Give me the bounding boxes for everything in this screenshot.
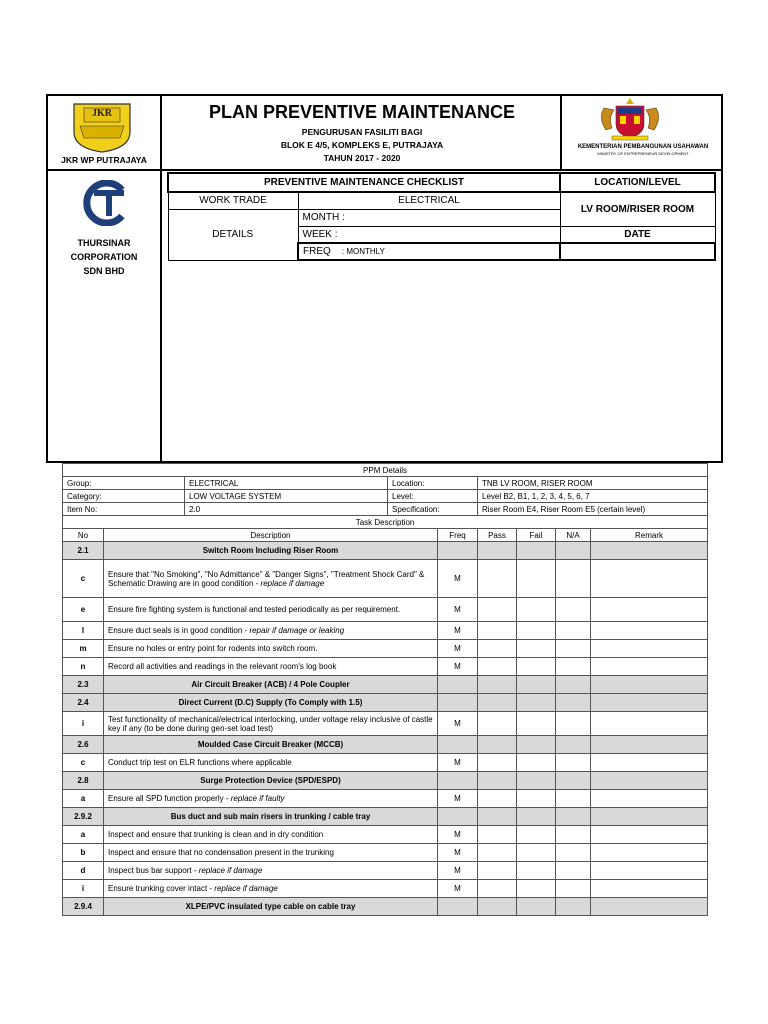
fail-cell[interactable] [517,560,556,598]
fail-cell [517,808,556,826]
remark-cell [591,808,708,826]
pass-cell[interactable] [478,826,517,844]
task-no: 2.6 [63,736,104,754]
task-no: i [63,712,104,736]
task-description-text: Ensure fire fighting system is functional and tested periodically as per requirement. [108,605,401,614]
remark-cell[interactable] [591,598,708,622]
task-row [63,560,708,598]
na-cell[interactable] [556,844,591,862]
task-freq: M [438,880,478,898]
task-freq [438,898,478,916]
ministry-sub: MINISTRY OF ENTREPRENEUR DEVELOPMENT [597,151,689,156]
col-desc: Description [104,529,438,542]
task-heading: Task Description [63,516,708,529]
pass-cell [478,542,517,560]
pass-cell [478,694,517,712]
pass-cell[interactable] [478,880,517,898]
col-na: N/A [556,529,591,542]
fail-cell [517,736,556,754]
pass-cell[interactable] [478,598,517,622]
na-cell[interactable] [556,862,591,880]
task-no: 2.3 [63,676,104,694]
task-freq [438,542,478,560]
pass-cell [478,676,517,694]
task-description-note: replace if damage [198,866,263,875]
fail-cell[interactable] [517,658,556,676]
section-row [63,898,708,916]
remark-cell[interactable] [591,640,708,658]
na-cell [556,694,591,712]
remark-cell[interactable] [591,862,708,880]
category-label: Category: [63,490,185,503]
fail-cell [517,542,556,560]
remark-cell [591,676,708,694]
task-freq: M [438,560,478,598]
task-description [104,772,438,790]
spec-value: Riser Room E4, Riser Room E5 (certain level) [478,503,708,516]
ministry-label: KEMENTERIAN PEMBANGUNAN USAHAWAN [577,144,709,150]
pass-cell [478,808,517,826]
task-description [104,560,438,598]
task-description-note: replace if faulty [230,794,285,803]
task-freq [438,808,478,826]
pass-cell [478,736,517,754]
task-description [104,694,438,712]
task-description-text: Ensure trunking cover intact - [108,884,213,893]
task-description-text: Ensure all SPD function properly - [108,794,229,803]
fail-cell[interactable] [517,844,556,862]
fail-cell[interactable] [517,862,556,880]
divider [46,169,723,171]
section-row [63,694,708,712]
task-description-text: Record all activities and readings in the relevant room's log book [108,662,337,671]
fail-cell[interactable] [517,640,556,658]
task-no: c [63,560,104,598]
task-freq: M [438,754,478,772]
pass-cell[interactable] [478,844,517,862]
level-value: Level B2, B1, 1, 2, 3, 4, 5, 6, 7 [478,490,708,503]
task-description [104,736,438,754]
task-description [104,676,438,694]
task-freq [438,772,478,790]
task-description-text: Surge Protection Device (SPD/ESPD) [200,776,341,785]
task-freq: M [438,844,478,862]
task-description [104,598,438,622]
date-label: DATE [560,226,715,243]
page-title: PLAN PREVENTIVE MAINTENANCE [208,102,516,122]
jkr-label: JKR WP PUTRAJAYA [61,155,147,165]
task-description [104,880,438,898]
task-description [104,712,438,736]
fail-cell[interactable] [517,712,556,736]
remark-cell[interactable] [591,880,708,898]
remark-cell[interactable] [591,826,708,844]
task-description [104,790,438,808]
task-row [63,862,708,880]
item-value: 2.0 [185,503,388,516]
ppm-heading: PPM Details [63,464,708,477]
fail-cell[interactable] [517,622,556,640]
task-freq: M [438,598,478,622]
date-field[interactable] [560,243,715,260]
pass-cell[interactable] [478,790,517,808]
task-row [63,826,708,844]
task-no: 2.9.2 [63,808,104,826]
spec-label: Specification: [388,503,478,516]
task-no: a [63,790,104,808]
task-description [104,898,438,916]
task-description-note: replace if damage [260,578,325,588]
task-description [104,754,438,772]
task-no: 2.9.4 [63,898,104,916]
na-cell[interactable] [556,826,591,844]
corp-line-2: CORPORATION [70,252,138,262]
na-cell [556,542,591,560]
na-cell[interactable] [556,598,591,622]
task-freq: M [438,640,478,658]
section-row [63,542,708,560]
freq-field [298,243,560,260]
task-no: b [63,844,104,862]
task-freq: M [438,712,478,736]
pass-cell[interactable] [478,560,517,598]
fail-cell[interactable] [517,754,556,772]
task-no: m [63,640,104,658]
na-cell[interactable] [556,790,591,808]
pass-cell[interactable] [478,622,517,640]
section-row [63,772,708,790]
pass-cell[interactable] [478,862,517,880]
task-description-note: replace if damage [214,884,278,893]
remark-cell[interactable] [591,712,708,736]
freq-label: FREQ [303,246,331,257]
corp-line-1: THURSINAR [77,238,131,248]
subtitle-2: BLOK E 4/5, KOMPLEKS E, PUTRAJAYA [280,140,444,150]
task-description [104,808,438,826]
group-value: ELECTRICAL [185,477,388,490]
category-value: LOW VOLTAGE SYSTEM [185,490,388,503]
task-description [104,640,438,658]
pass-cell [478,772,517,790]
task-row [63,640,708,658]
location-label: Location: [388,477,478,490]
task-no: n [63,658,104,676]
jkr-logo-text: JKR [92,108,112,119]
task-no: 2.4 [63,694,104,712]
pass-cell[interactable] [478,712,517,736]
task-no: e [63,598,104,622]
ministry-crest [590,96,670,142]
remark-cell [591,772,708,790]
col-no: No [63,529,104,542]
task-freq: M [438,622,478,640]
na-cell[interactable] [556,754,591,772]
fail-cell [517,676,556,694]
location-value: LV ROOM/RISER ROOM [560,192,715,226]
na-cell[interactable] [556,560,591,598]
task-description-text: Conduct trip test on ELR functions where applicable [108,758,292,767]
task-row [63,880,708,898]
task-row [63,844,708,862]
task-description-text: Inspect bus bar support - [108,866,197,875]
location-value: TNB LV ROOM, RISER ROOM [478,477,708,490]
task-no: d [63,862,104,880]
task-description [104,844,438,862]
corporation-name [48,236,160,278]
na-cell[interactable] [556,712,591,736]
task-no: 2.1 [63,542,104,560]
col-fail: Fail [517,529,556,542]
task-no: a [63,826,104,844]
remark-cell[interactable] [591,658,708,676]
remark-cell[interactable] [591,560,708,598]
task-row [63,790,708,808]
remark-cell[interactable] [591,790,708,808]
fail-cell[interactable] [517,826,556,844]
fail-cell[interactable] [517,790,556,808]
remark-cell [591,694,708,712]
location-label: LOCATION/LEVEL [560,173,715,192]
na-cell [556,808,591,826]
task-freq [438,736,478,754]
task-description [104,826,438,844]
task-description-text: Ensure duct seals is in good condition - [108,626,248,635]
checklist-table [167,172,716,261]
ppm-table [62,463,708,916]
na-cell [556,676,591,694]
task-description-text: Direct Current (D.C) Supply (To Comply with 1.5) [178,698,363,707]
fail-cell[interactable] [517,598,556,622]
task-description-text: Switch Room Including Riser Room [202,546,339,555]
task-row [63,754,708,772]
na-cell[interactable] [556,640,591,658]
task-row [63,622,708,640]
task-freq [438,676,478,694]
jkr-logo [66,98,138,154]
task-description [104,542,438,560]
task-description-text: XLPE/PVC insulated type cable on cable tray [185,902,356,911]
task-description-text: Bus duct and sub main risers in trunking / cable tray [170,812,371,821]
work-trade-value: ELECTRICAL [298,192,560,209]
remark-cell[interactable] [591,754,708,772]
task-no: i [63,880,104,898]
subtitle-1: PENGURUSAN FASILITI BAGI [301,127,423,137]
task-freq: M [438,826,478,844]
task-description [104,658,438,676]
week-field[interactable]: WEEK : [298,226,560,243]
group-label: Group: [63,477,185,490]
section-row [63,676,708,694]
fail-cell[interactable] [517,880,556,898]
task-description-text: Ensure no holes or entry point for rodents into switch room. [108,644,318,653]
na-cell[interactable] [556,658,591,676]
remark-cell[interactable] [591,844,708,862]
subtitle-3: TAHUN 2017 - 2020 [323,153,401,163]
remark-cell [591,542,708,560]
thursinar-logo [76,180,130,226]
corp-line-3: SDN BHD [83,266,125,276]
task-description-text: Moulded Case Circuit Breaker (MCCB) [197,740,344,749]
task-freq [438,694,478,712]
task-freq: M [438,658,478,676]
checklist-title: PREVENTIVE MAINTENANCE CHECKLIST [168,173,560,192]
task-description [104,622,438,640]
pass-cell [478,898,517,916]
col-pass: Pass [478,529,517,542]
na-cell [556,898,591,916]
section-row [63,808,708,826]
details-label: DETAILS [168,209,298,260]
section-row [63,736,708,754]
task-rows [63,542,708,916]
task-freq: M [438,790,478,808]
na-cell[interactable] [556,622,591,640]
task-no: l [63,622,104,640]
task-row [63,598,708,622]
task-no: c [63,754,104,772]
fail-cell [517,694,556,712]
col-remark: Remark [591,529,708,542]
task-row [63,658,708,676]
task-description-text: Air Circuit Breaker (ACB) / 4 Pole Coupler [191,680,350,689]
month-field[interactable]: MONTH : [298,209,560,226]
pass-cell[interactable] [478,640,517,658]
task-description-note: repair if damage or leaking [249,626,345,635]
task-description-text: Inspect and ensure that trunking is clean and in dry condition [108,830,324,839]
pass-cell[interactable] [478,754,517,772]
task-row [63,712,708,736]
task-description-text: Ensure that "No Smoking", "No Admittance" & "Danger Signs", "Treatment Shock Card" & Schematic Drawing are in good condition - [108,569,425,588]
task-no: 2.8 [63,772,104,790]
work-trade-label: WORK TRADE [168,192,298,209]
fail-cell [517,898,556,916]
col-freq: Freq [438,529,478,542]
na-cell [556,736,591,754]
remark-cell [591,898,708,916]
pass-cell[interactable] [478,658,517,676]
item-label: Item No: [63,503,185,516]
freq-value: : MONTHLY [341,247,385,256]
na-cell[interactable] [556,880,591,898]
task-description-text: Inspect and ensure that no condensation present in the trunking [108,848,334,857]
remark-cell [591,736,708,754]
na-cell [556,772,591,790]
fail-cell [517,772,556,790]
task-description [104,862,438,880]
task-description-text: Test functionality of mechanical/electrical interlocking, under voltage relay inclusive of castle key if any (to be done during gen-set load test) [108,714,433,733]
remark-cell[interactable] [591,622,708,640]
task-freq: M [438,862,478,880]
level-label: Level: [388,490,478,503]
